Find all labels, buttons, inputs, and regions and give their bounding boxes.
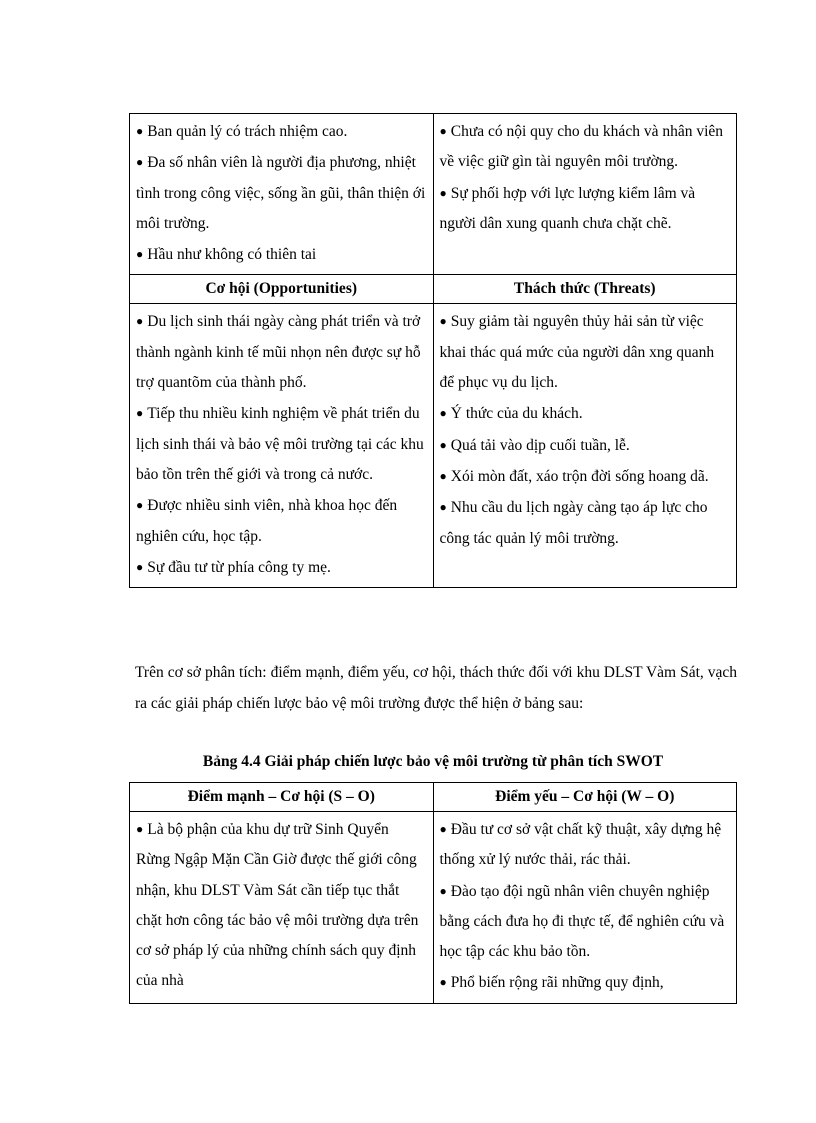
bullet-icon: ● xyxy=(136,822,144,836)
bullet-icon: ● xyxy=(136,406,144,421)
so-header: Điểm mạnh – Cơ hội (S – O) xyxy=(130,783,434,812)
list-item: ● Chưa có nội quy cho du khách và nhân viên về việc giữ gìn tài nguyên môi trường. xyxy=(439,123,724,171)
wo-cell xyxy=(433,812,737,1004)
bullet-icon: ● xyxy=(439,185,447,200)
list-item: ● Sự phối hợp với lực lượng kiểm lâm và người dân xung quanh chưa chặt chẽ. xyxy=(439,184,696,232)
strengths-cell xyxy=(130,114,434,275)
threats-cell xyxy=(433,304,737,588)
list-item: ● Đa số nhân viên là người địa phương, nhiệt tình trong công việc, sống ần gũi, thân thiện ới môi trường. xyxy=(136,154,426,232)
bullet-icon: ● xyxy=(439,468,447,483)
swot-header-row xyxy=(130,275,737,304)
strategy-row xyxy=(130,812,737,1004)
strategy-header-row xyxy=(130,783,737,812)
so-cell xyxy=(130,812,434,1004)
list-item: ● Đầu tư cơ sở vật chất kỹ thuật, xây dựng hệ thống xử lý nước thải, rác thải. xyxy=(439,821,722,869)
list-item: ● Được nhiều sinh viên, nhà khoa học đến nghiên cứu, học tập. xyxy=(136,497,398,545)
table-caption: Bảng 4.4 Giải pháp chiến lược bảo vệ môi trường từ phân tích SWOT xyxy=(202,753,664,770)
bullet-icon: ● xyxy=(136,155,144,170)
list-item: ● Ý thức của du khách. xyxy=(439,405,583,423)
list-item: ● Xói mòn đất, xáo trộn đời sống hoang dã. xyxy=(439,467,709,485)
weaknesses-cell xyxy=(433,114,737,275)
list-item: ● Quá tải vào dịp cuối tuần, lễ. xyxy=(439,436,630,454)
wo-header: Điểm yếu – Cơ hội (W – O) xyxy=(433,783,737,812)
bullet-icon: ● xyxy=(439,314,447,329)
bullet-icon: ● xyxy=(136,314,144,329)
bullet-icon: ● xyxy=(136,124,144,138)
bullet-icon: ● xyxy=(439,883,447,898)
bullet-icon: ● xyxy=(439,406,447,421)
strengths-weaknesses-row xyxy=(130,114,737,275)
opportunities-threats-row xyxy=(130,304,737,588)
swot-table xyxy=(129,113,737,588)
strategy-table xyxy=(129,782,737,1004)
list-item: ● Sự đầu tư từ phía công ty mẹ. xyxy=(136,558,331,576)
opportunities-cell xyxy=(130,304,434,588)
list-item: ● Suy giảm tài nguyên thủy hải sản từ việc khai thác quá mức của người dân xng quanh để phục vụ du lịch. xyxy=(439,313,715,392)
bullet-icon: ● xyxy=(136,559,144,574)
body-paragraph: Trên cơ sở phân tích: điểm mạnh, điểm yếu, cơ hội, thách thức đối với khu DLST Vàm Sát, vạch ra các giải pháp chiến lược bảo vệ môi trường được thể hiện ở bảng sau: xyxy=(135,664,737,712)
bullet-icon: ● xyxy=(439,124,447,138)
list-item: ● Du lịch sinh thái ngày càng phát triển và trở thành ngành kinh tế mũi nhọn nên được sự hỗ trợ quantõm của thành phố. xyxy=(136,313,421,392)
threats-header: Thách thức (Threats) xyxy=(433,275,737,304)
list-item: ● Ban quản lý có trách nhiệm cao. xyxy=(136,123,348,140)
list-item: ● Phổ biến rộng rãi những quy định, xyxy=(439,974,664,992)
bullet-icon: ● xyxy=(439,500,447,515)
opportunities-header: Cơ hội (Opportunities) xyxy=(130,275,434,304)
list-item: ● Tiếp thu nhiều kinh nghiệm về phát triển du lịch sinh thái và bảo vệ môi trường tại các khu bảo tồn trên thế giới và trong cả nước. xyxy=(136,405,424,483)
list-item: ● Đào tạo đội ngũ nhân viên chuyên nghiệp bằng cách đưa họ đi thực tế, để nghiên cứu và học tập các khu bảo tồn. xyxy=(439,882,725,961)
list-item: ● Là bộ phận của khu dự trữ Sinh Quyển Rừng Ngập Mặn Cần Giờ được thế giới công nhận, khu DLST Vàm Sát cần tiếp tục thắt chặt hơn công tác bảo vệ môi trường dựa trên cơ sở pháp lý của những chính sách quy định của nhà xyxy=(136,821,419,990)
bullet-icon: ● xyxy=(439,975,447,990)
bullet-icon: ● xyxy=(136,498,144,513)
bullet-icon: ● xyxy=(439,437,447,452)
list-item: ● Nhu cầu du lịch ngày càng tạo áp lực cho công tác quản lý môi trường. xyxy=(439,499,708,547)
list-item: ● Hầu như không có thiên tai xyxy=(136,246,317,264)
bullet-icon: ● xyxy=(439,822,447,836)
bullet-icon: ● xyxy=(136,247,144,262)
